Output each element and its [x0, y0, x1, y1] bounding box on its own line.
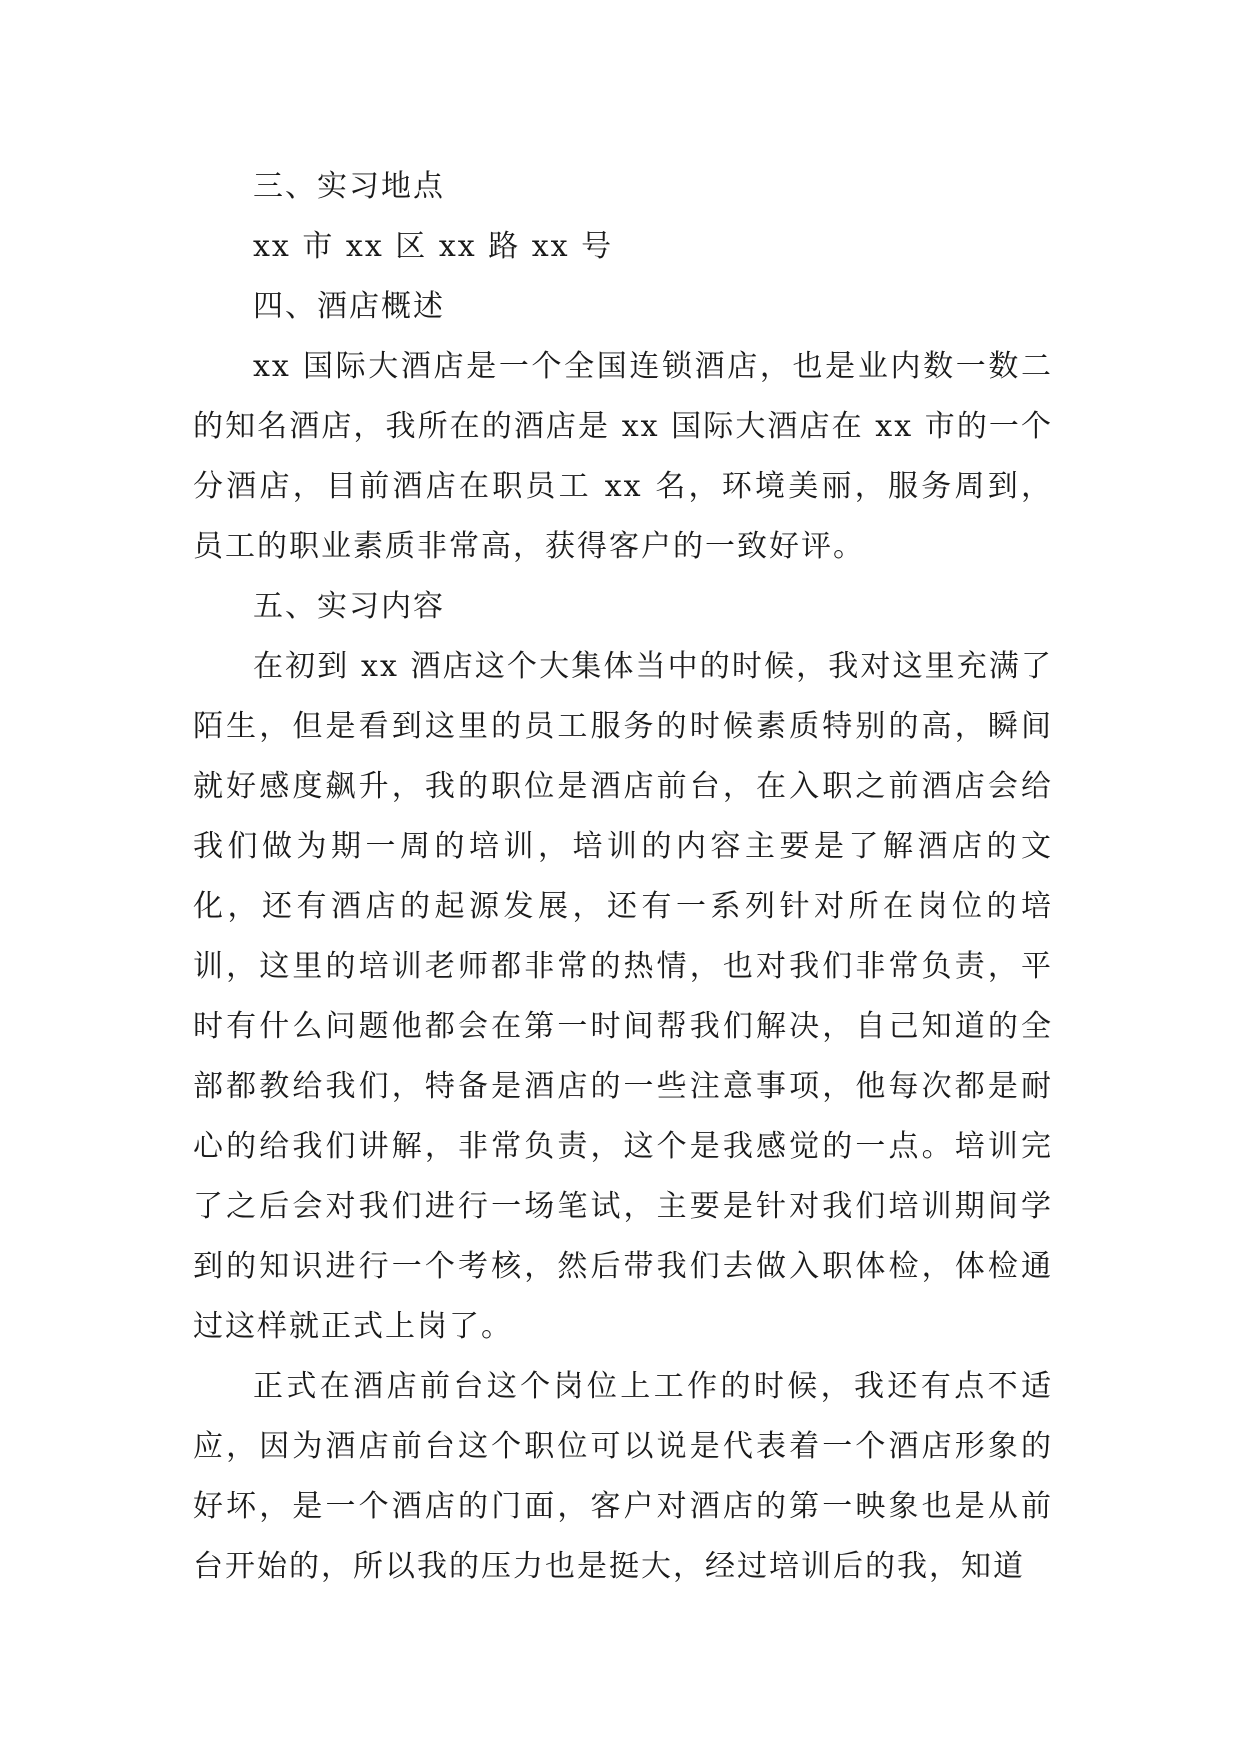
- section-heading-internship-content: 五、实习内容: [253, 589, 445, 624]
- internship-content-paragraph-1: 在初到 xx 酒店这个大集体当中的时候，我对这里充满了陌生，但是看到这里的员工服务的时候素质特别的高，瞬间就好感度飙升，我的职位是酒店前台，在入职之前酒店会给我们做为期一周的培训，培训的内容主要是了解酒店的文化，还有酒店的起源发展，还有一系列针对所在岗位的培训，这里的培训老师都非常的热情，也对我们非常负责，平时有什么问题他都会在第一时间帮我们解决，自己知道的全部都教给我们，特备是酒店的一些注意事项，他每次都是耐心的给我们讲解，非常负责，这个是我感觉的一点。培训完了之后会对我们进行一场笔试，主要是针对我们培训期间学到的知识进行一个考核，然后带我们去做入职体检，体检通过这样就正式上岗了。: [193, 649, 1053, 1344]
- section-heading-internship-location: 三、实习地点: [253, 169, 445, 204]
- internship-content-paragraph-2: 正式在酒店前台这个岗位上工作的时候，我还有点不适应，因为酒店前台这个职位可以说是代表着一个酒店形象的好坏，是一个酒店的门面，客户对酒店的第一映象也是从前台开始的，所以我的压力也是挺大，经过培训后的我，知道: [193, 1369, 1053, 1584]
- section-heading-hotel-overview: 四、酒店概述: [253, 289, 445, 324]
- document-body: [193, 157, 1053, 1597]
- internship-address: xx 市 xx 区 xx 路 xx 号: [253, 229, 614, 264]
- hotel-overview-paragraph: xx 国际大酒店是一个全国连锁酒店，也是业内数一数二的知名酒店，我所在的酒店是 xx 国际大酒店在 xx 市的一个分酒店，目前酒店在职员工 xx 名，环境美丽，服务周到，员工的职业素质非常高，获得客户的一致好评。: [193, 349, 1053, 564]
